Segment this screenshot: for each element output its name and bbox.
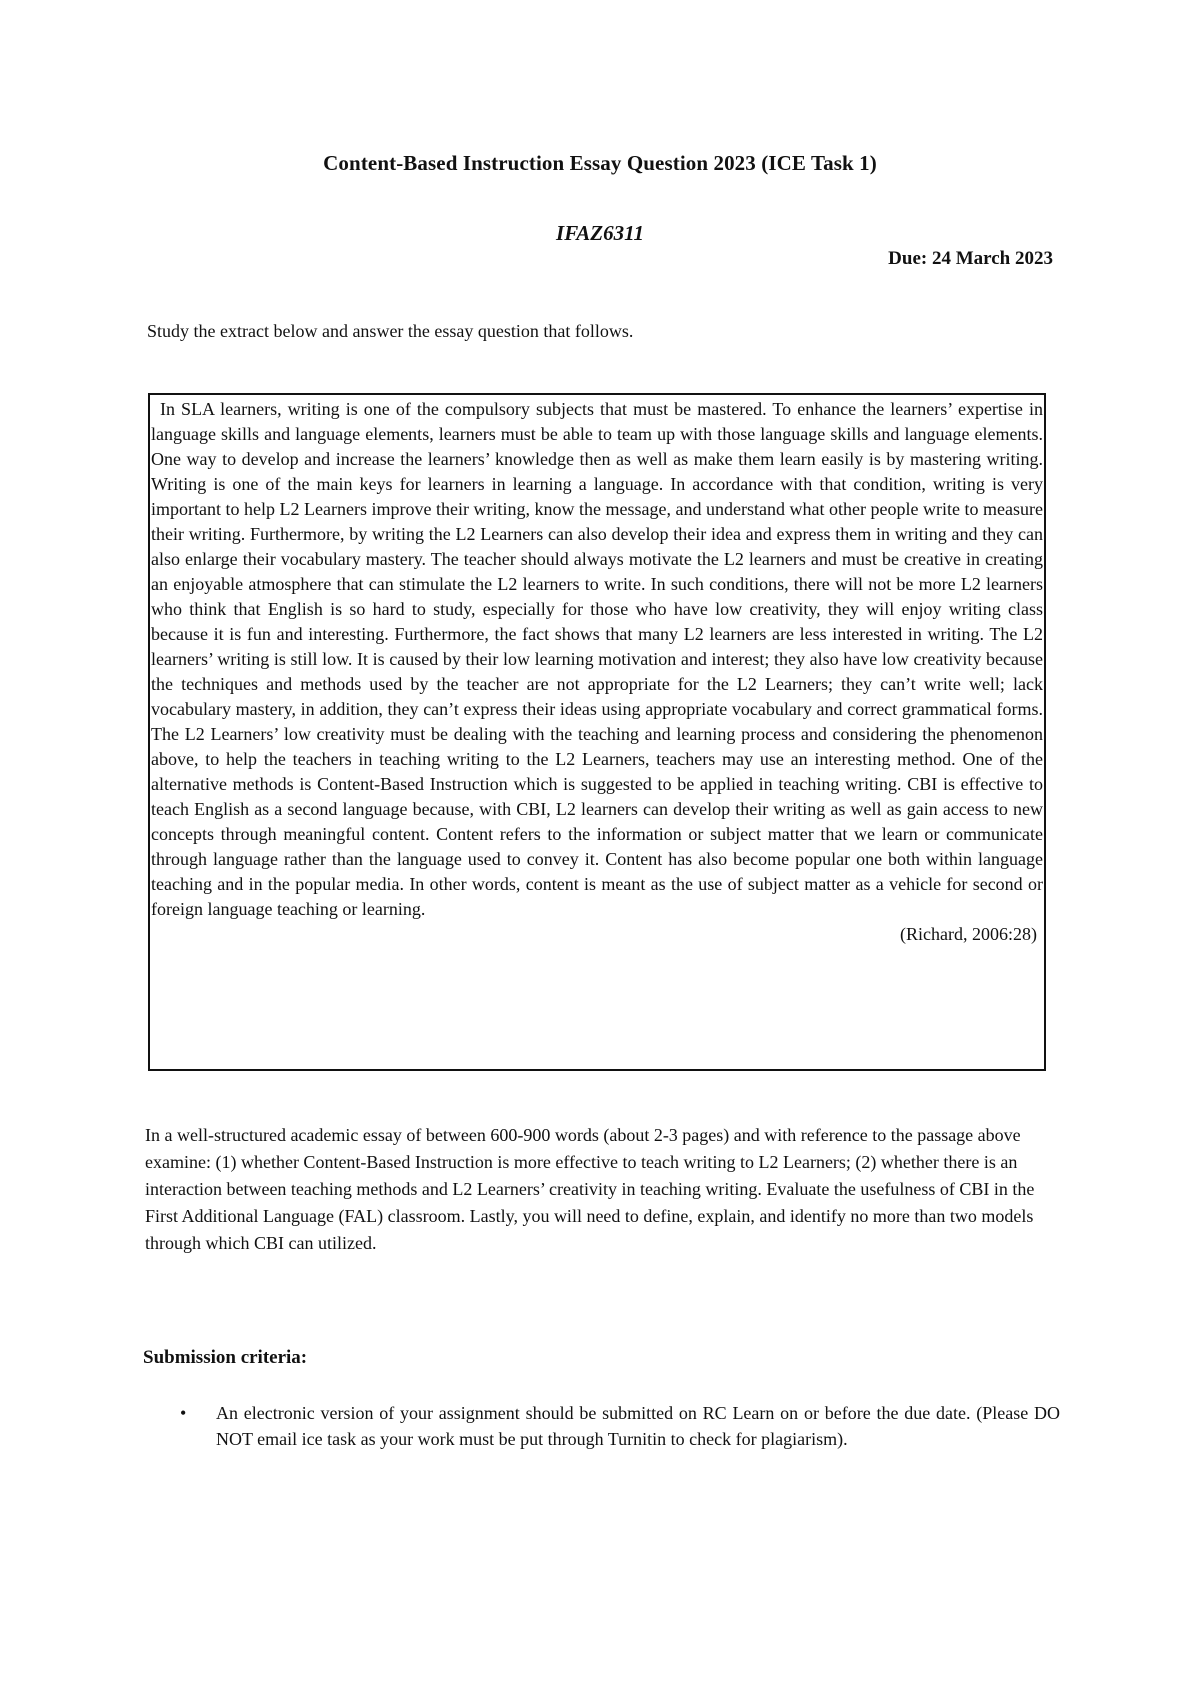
module-code: IFAZ6311 bbox=[556, 221, 644, 245]
due-date: Due: 24 March 2023 bbox=[888, 248, 1053, 269]
submission-item-text: An electronic version of your assignment should be submitted on RC Learn on or before the due date. (Please DO NOT email ice task as your work must be put through Turnitin to check for plagiarism). bbox=[216, 1403, 1060, 1449]
instruction-text: Study the extract below and answer the essay question that follows. bbox=[147, 321, 634, 341]
document-title: Content-Based Instruction Essay Question 2023 (ICE Task 1) bbox=[323, 151, 877, 175]
submission-heading: Submission criteria: bbox=[143, 1347, 308, 1368]
extract-citation: (Richard, 2006:28) bbox=[900, 924, 1037, 944]
essay-question: In a well-structured academic essay of between 600-900 words (about 2-3 pages) and with reference to the passage above examine: (1) whether Content-Based Instruction is more effective to teach writing to L2 Learners; (2) whether there is an interaction between teaching methods and L2 Learners’ creativity in teaching writing. Evaluate the usefulness of CBI in the First Additional Language (FAL) classroom. Lastly, you will need to define, explain, and identify no more than two models through which CBI can utilized. bbox=[145, 1125, 1035, 1253]
extract-paragraph: In SLA learners, writing is one of the compulsory subjects that must be mastered. To enhance the learners’ expertise in language skills and language elements, learners must be able to team up with those language skills and language elements. One way to develop and increase the learners’ knowledge then as well as make them learn easily is by mastering writing. Writing is one of the main keys for learners in learning a language. In accordance with that condition, writing is very important to help L2 Learners improve their writing, know the message, and understand what other people write to measure their writing. Furthermore, by writing the L2 Learners can also develop their idea and express them in writing and they can also enlarge their vocabulary mastery. The teacher should always motivate the L2 learners and must be creative in creating an enjoyable atmosphere that can stimulate the L2 learners to write. In such conditions, there will not be more L2 learners who think that English is so hard to study, especially for those who have low creativity, they will enjoy writing class because it is fun and interesting. Furthermore, the fact shows that many L2 learners are less interested in writing. The L2 learners’ writing is still low. It is caused by their low learning motivation and interest; they also have low creativity because the techniques and methods used by the teacher are not appropriate for the L2 Learners; they can’t write well; lack vocabulary mastery, in addition, they can’t express their ideas using appropriate vocabulary and correct grammatical forms. The L2 Learners’ low creativity must be dealing with the teaching and learning process and considering the phenomenon above, to help the teachers in teaching writing to the L2 Learners, teachers may use an interesting method. One of the alternative methods is Content-Based Instruction which is suggested to be applied in teaching writing. CBI is effective to teach English as a second language because, with CBI, L2 learners can develop their writing as well as gain access to new concepts through meaningful content. Content refers to the information or subject matter that we learn or communicate through language rather than the language used to convey it. Content has also become popular one both within language teaching and in the popular media. In other words, content is meant as the use of subject matter as a vehicle for second or foreign language teaching or learning. bbox=[151, 399, 1043, 919]
submission-item bbox=[180, 1400, 1060, 1452]
bullet-icon: • bbox=[180, 1403, 187, 1423]
extract-box bbox=[148, 393, 1046, 1071]
